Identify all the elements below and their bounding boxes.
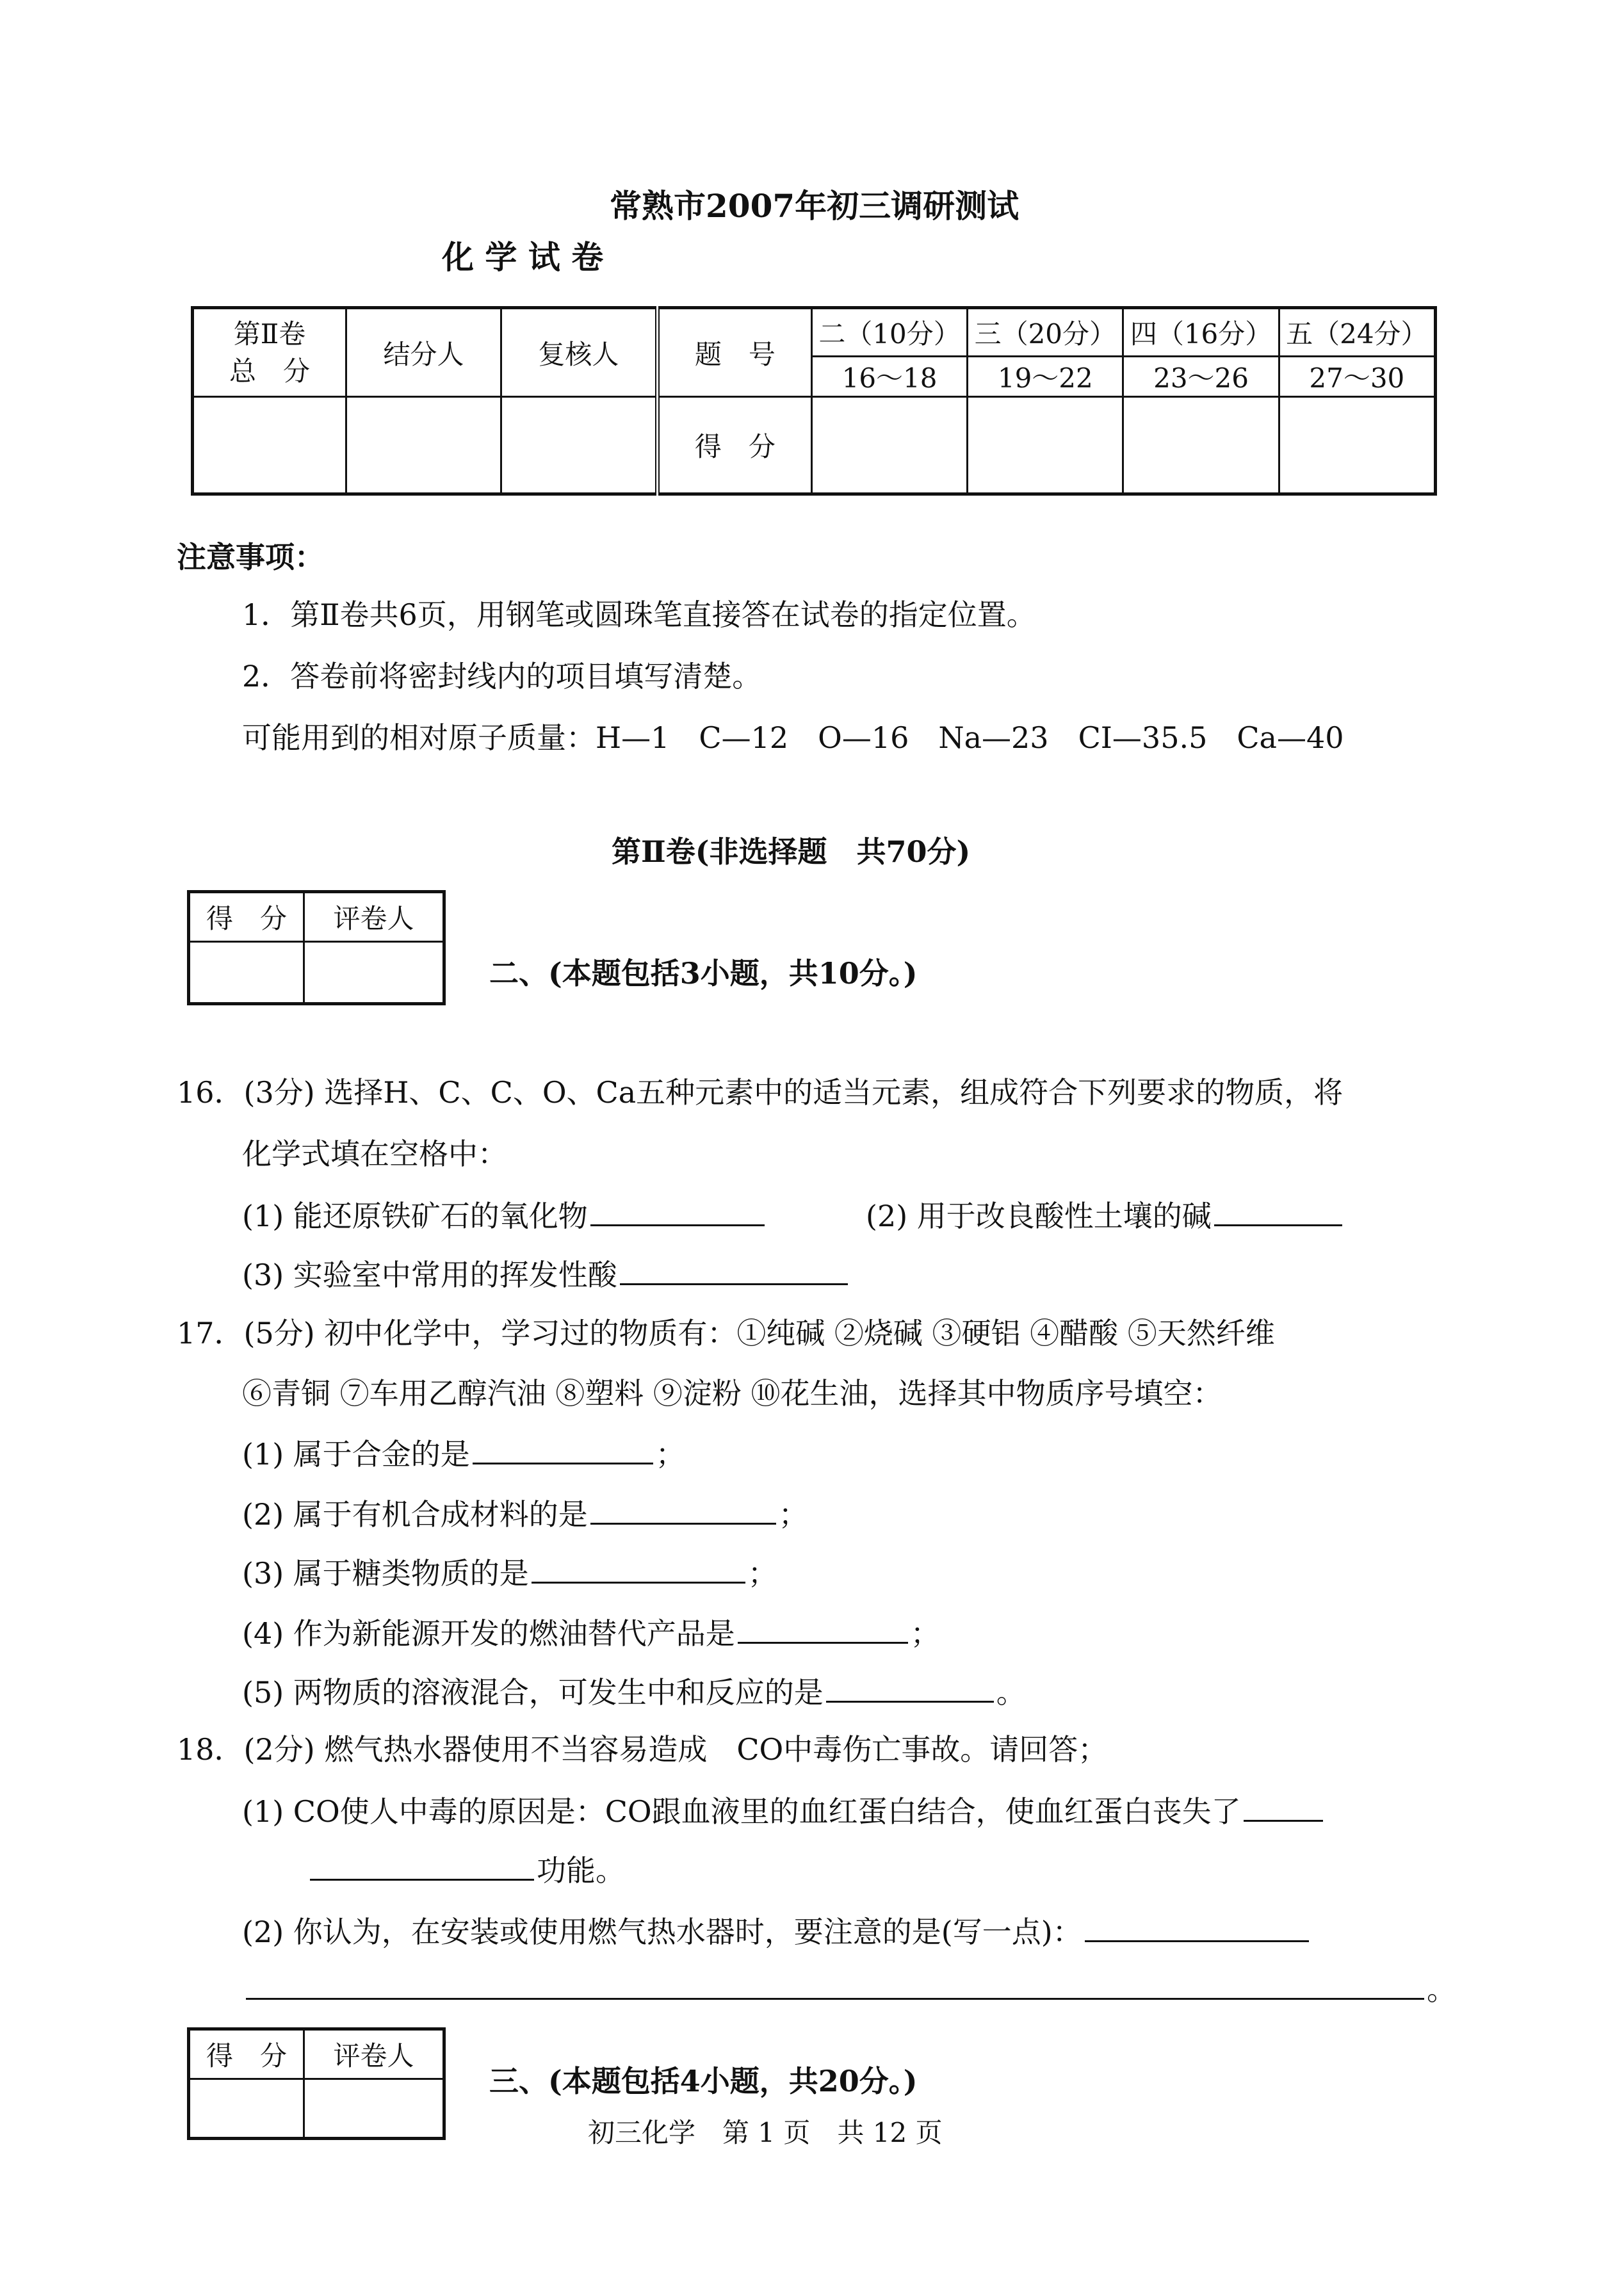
note-item: 1．第Ⅱ卷共6页，用钢笔或圆珠笔直接答在试卷的指定位置。 <box>242 597 1036 632</box>
section2-heading: 二、(本题包括3小题，共10分。) <box>489 956 918 991</box>
q17-stem: ⑥青铜 ⑦车用乙醇汽油 ⑧塑料 ⑨淀粉 ⑩花生油，选择其中物质序号填空： <box>242 1376 1222 1411</box>
q16-part-text: (1) 能还原铁矿石的氧化物 <box>242 1199 588 1233</box>
scorer-header: 结分人 <box>346 308 501 397</box>
answer-blank[interactable] <box>532 1553 745 1584</box>
atomic-masses: 可能用到的相对原子质量：H—1 C—12 O—16 Na—23 CI—35.5 Ca—40 <box>242 720 1344 755</box>
answer-blank[interactable] <box>590 1495 776 1525</box>
q16-part <box>242 1196 767 1234</box>
answer-blank[interactable] <box>738 1614 908 1644</box>
q18-part <box>242 1792 1326 1829</box>
total-score-header <box>193 308 346 397</box>
q16-part <box>866 1196 1345 1234</box>
answer-blank[interactable] <box>1244 1792 1323 1822</box>
section-header: 五（24分） <box>1279 308 1435 357</box>
q17-part <box>242 1434 685 1472</box>
q16-stem: 化学式填在空格中： <box>242 1137 507 1171</box>
q18-part <box>307 1851 625 1888</box>
section-range: 27～30 <box>1279 357 1435 397</box>
q17-part-text: (5) 两物质的溶液混合，可发生中和反应的是 <box>242 1675 824 1710</box>
q16-part <box>242 1255 850 1293</box>
q17-punct: ； <box>747 1556 777 1591</box>
q17-part-text: (1) 属于合金的是 <box>242 1437 470 1472</box>
q16-stem: 16．(3分) 选择H、C、C、O、Ca五种元素中的适当元素，组成符合下列要求的物质，将 <box>177 1075 1344 1110</box>
section-score-cell[interactable] <box>811 397 967 494</box>
q17-punct: ； <box>655 1437 685 1472</box>
scorer-cell[interactable] <box>346 397 501 494</box>
section-range: 19～22 <box>968 357 1123 397</box>
total-score-label-2: 总 分 <box>229 355 311 387</box>
answer-blank[interactable] <box>1214 1196 1342 1226</box>
score-row-label: 得 分 <box>657 397 811 494</box>
section-score-cell[interactable] <box>1123 397 1279 494</box>
answer-blank[interactable] <box>620 1255 848 1285</box>
answer-blank[interactable] <box>590 1196 765 1226</box>
answer-blank[interactable] <box>473 1434 653 1464</box>
answer-blank[interactable] <box>310 1851 534 1881</box>
section-range: 23～26 <box>1123 357 1279 397</box>
exam-subtitle: 化 学 试 卷 <box>442 238 604 276</box>
answer-blank[interactable] <box>826 1673 994 1703</box>
q17-part-text: (3) 属于糖类物质的是 <box>242 1556 529 1591</box>
q17-part <box>242 1673 1026 1710</box>
q17-part <box>242 1614 940 1651</box>
q18-part <box>242 1912 1311 1950</box>
q17-punct: 。 <box>996 1675 1026 1710</box>
answer-blank[interactable] <box>246 1970 1424 2000</box>
section-header: 三（20分） <box>968 308 1123 357</box>
q16-part-text: (2) 用于改良酸性土壤的碱 <box>866 1199 1212 1233</box>
grader-name-label: 评卷人 <box>304 2029 444 2079</box>
q18-answer-line <box>243 1970 1456 2007</box>
score-table <box>191 306 1437 496</box>
section-score-cell[interactable] <box>968 397 1123 494</box>
answer-blank[interactable] <box>1085 1912 1309 1942</box>
notes-heading: 注意事项： <box>177 540 324 574</box>
q17-stem: 17．(5分) 初中化学中，学习过的物质有：①纯碱 ②烧碱 ③硬铝 ④醋酸 ⑤天然纤维 <box>177 1316 1275 1350</box>
q18-stem: 18．(2分) 燃气热水器使用不当容易造成 CO中毒伤亡事故。请回答； <box>177 1732 1108 1767</box>
grader-name-cell[interactable] <box>304 942 444 1004</box>
question-number-header: 题 号 <box>657 308 811 397</box>
page-footer: 初三化学 第 1 页 共 12 页 <box>588 2117 943 2148</box>
checker-header: 复核人 <box>501 308 657 397</box>
part2-title: 第Ⅱ卷(非选择题 共70分) <box>612 834 971 869</box>
q18-end: 。 <box>1427 1972 1456 2007</box>
grader-score-label: 得 分 <box>189 892 304 942</box>
exam-title: 常熟市2007年初三调研测试 <box>610 187 1019 225</box>
q17-part-text: (4) 作为新能源开发的燃油替代产品是 <box>242 1616 735 1651</box>
grader-score-cell[interactable] <box>189 942 304 1004</box>
section-header: 四（16分） <box>1123 308 1279 357</box>
grader-name-cell[interactable] <box>304 2079 444 2139</box>
section-range: 16～18 <box>811 357 967 397</box>
q18-part-text: (2) 你认为，在安装或使用燃气热水器时，要注意的是(写一点)： <box>242 1915 1082 1949</box>
grader-name-label: 评卷人 <box>304 892 444 942</box>
section-score-cell[interactable] <box>1279 397 1435 494</box>
total-score-cell[interactable] <box>193 397 346 494</box>
grader-score-label: 得 分 <box>189 2029 304 2079</box>
grader-score-cell[interactable] <box>189 2079 304 2139</box>
grader-box <box>187 890 446 1005</box>
q17-punct: ； <box>778 1497 808 1532</box>
q18-part-end: 功能。 <box>537 1853 625 1888</box>
grader-box <box>187 2027 446 2140</box>
q17-punct: ； <box>910 1616 940 1651</box>
q17-part <box>242 1553 777 1591</box>
q16-part-text: (3) 实验室中常用的挥发性酸 <box>242 1258 617 1292</box>
q17-part-text: (2) 属于有机合成材料的是 <box>242 1497 588 1532</box>
note-item: 2．答卷前将密封线内的项目填写清楚。 <box>242 659 762 693</box>
q17-part <box>242 1495 808 1532</box>
q18-part-text: (1) CO使人中毒的原因是：CO跟血液里的血红蛋白结合，使血红蛋白丧失了 <box>242 1794 1241 1829</box>
checker-cell[interactable] <box>501 397 657 494</box>
section3-heading: 三、(本题包括4小题，共20分。) <box>489 2064 918 2098</box>
section-header: 二（10分） <box>811 308 967 357</box>
total-score-label-1: 第Ⅱ卷 <box>233 318 306 350</box>
